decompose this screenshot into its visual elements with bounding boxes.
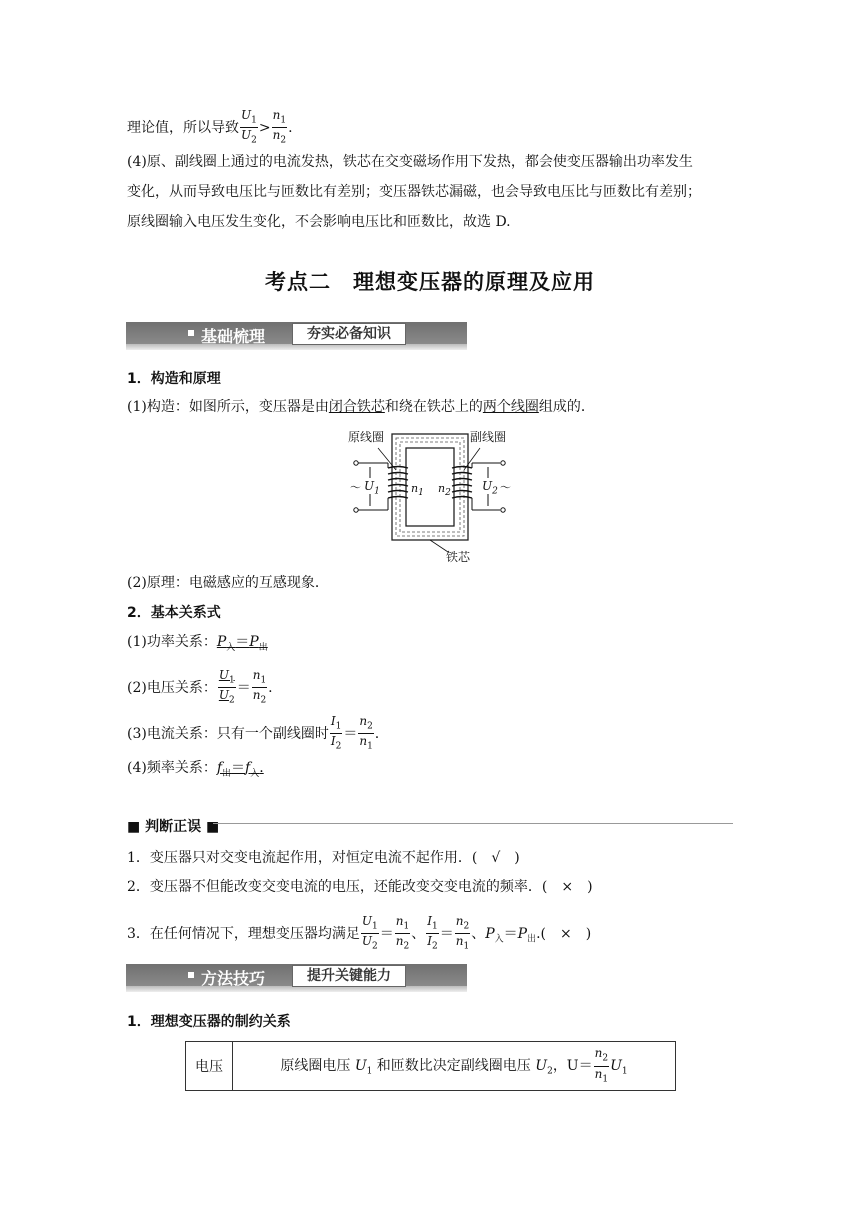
subscript: 入 — [250, 768, 260, 779]
text-segment: .( × ) — [536, 925, 592, 942]
text-segment: (3)电流关系：只有一个副线圈时 — [127, 725, 329, 742]
variable: U — [535, 1058, 548, 1074]
variable: U — [610, 1058, 622, 1074]
subscript: 入 — [226, 642, 236, 653]
text-segment: 和绕在铁芯上的 — [384, 399, 483, 415]
separator: 、 — [471, 925, 486, 942]
n2-label: $n_2$ — [438, 482, 451, 499]
variable: P — [517, 925, 528, 942]
banner-title: 方法技巧 — [201, 969, 266, 988]
judge-item: 2．变压器不但能改变交变电流的电压，还能改变交变电流的频率．( × ) — [127, 879, 593, 895]
square-bullet-icon — [188, 972, 194, 978]
judge-item: 1．变压器只对交变电流起作用，对恒定电流不起作用．( √ ) — [127, 850, 520, 866]
table-cell-content: 原线圈电压 $U_1$ 和匝数比决定副线圈电压 $U_2$，U＝ $\frac{n_2}{n_1}$ $U_1$ — [233, 1042, 676, 1091]
subheading: 1．理想变压器的制约关系 — [127, 1014, 291, 1030]
variable: U — [364, 479, 375, 493]
subscript: 出 — [527, 934, 537, 945]
variable: P — [216, 634, 227, 650]
subscript: 入 — [494, 934, 504, 945]
secondary-coil-label: 副线圈 — [470, 430, 507, 444]
primary-coil-label: 原线圈 — [348, 430, 385, 444]
fraction: $\frac{I_1}{I_2}$ — [330, 714, 342, 752]
banner-subtitle: 提升关键能力 — [292, 965, 406, 987]
variable: n — [272, 128, 281, 143]
text-segment: 组成的． — [538, 399, 595, 415]
text-segment: (2)电压关系： — [127, 679, 217, 696]
text-segment: (4)频率关系： — [127, 760, 217, 776]
section-banner — [126, 964, 467, 992]
judge-heading: ■ 判断正误 ■ — [127, 819, 220, 835]
separator: 、 — [411, 925, 426, 942]
text-line — [127, 632, 268, 658]
variable: f — [216, 760, 223, 776]
subscript: 出 — [258, 642, 268, 653]
u1-label: $U_1$ — [364, 479, 380, 497]
fraction: $\frac{U_1}{U_2}$ — [361, 914, 378, 952]
transformer-diagram — [348, 428, 518, 570]
square-bullet-icon — [188, 330, 194, 336]
ac-source-icon: ～ — [350, 481, 361, 494]
banner-subtitle: 夯实必备知识 — [292, 323, 406, 345]
judge-item: 3．在任何情况下，理想变压器均满足 $\frac{U_1}{U_2}$ ＝ $\frac{n_1}{n_2}$ 、 $\frac{I_1}{I_2}$ ＝ $\frac{n_2}{n_1}$ 、$P_入=P_出$.( × ) — [127, 914, 592, 952]
fraction: $\frac{n_1}{n_2}$ — [395, 914, 410, 952]
n1-label: $n_1$ — [411, 482, 424, 499]
operator: ＝ — [235, 634, 250, 650]
variable: U — [241, 128, 252, 143]
text-segment: 和匝数比决定副线圈电压 — [372, 1058, 536, 1074]
variable: U — [482, 479, 493, 493]
text-segment: (1)构造：如图所示，变压器是由 — [127, 399, 329, 415]
variable: n — [272, 108, 281, 122]
fraction: $\frac{n_2}{n_1}$ — [359, 714, 373, 752]
text-segment: 3．在任何情况下，理想变压器均满足 — [127, 925, 360, 942]
text-segment: ，U — [552, 1058, 579, 1074]
fraction: $\frac{U_1}{U_2}$ — [218, 668, 235, 706]
constraint-table — [185, 1041, 676, 1091]
text-segment: 理论值，所以导致 — [127, 119, 239, 136]
underlined-answer: 闭合铁芯 — [328, 399, 385, 415]
banner-title: 基础梳理 — [201, 327, 266, 346]
variable: n — [411, 482, 419, 495]
text-line: (2)电压关系： $\frac{U_1}{U_2}$ ＝ $\frac{n_1}{n_2}$ . — [127, 668, 273, 706]
table-row — [186, 1042, 676, 1091]
fraction: $\frac{n_1}{n_2}$ — [272, 108, 287, 146]
transformer-svg — [348, 428, 518, 570]
subheading: 2．基本关系式 — [127, 605, 221, 621]
fraction: $\frac{I_1}{I_2}$ — [427, 914, 438, 952]
variable: U — [354, 1058, 367, 1074]
u2-label: $U_2$ — [482, 479, 498, 497]
underlined-answer: $f_出=f_入$. — [216, 760, 264, 779]
text-line: 原线圈输入电压发生变化，不会影响电压比和匝数比，故选 D. — [127, 214, 511, 230]
text-line: 理论值，所以导致 $\frac{U_1}{U_2}$ > $\frac{n_1}{n_2}$ . — [127, 108, 293, 146]
variable: U — [241, 108, 252, 122]
subscript: 出 — [222, 768, 232, 779]
section-banner — [126, 322, 467, 350]
text-line: 变化，从而导致电压比与匝数比有差别；变压器铁芯漏磁，也会导致电压比与匝数比有差别； — [127, 184, 701, 200]
ac-output-icon: ～ — [500, 481, 511, 494]
text-line: (2)原理：电磁感应的互感现象． — [127, 575, 329, 591]
subheading: 1．构造和原理 — [127, 371, 221, 387]
fraction: $\frac{U_1}{U_2}$ — [241, 108, 257, 146]
divider — [213, 823, 733, 824]
section-title: 考点二 理想变压器的原理及应用 — [265, 269, 595, 294]
fraction: $\frac{n_2}{n_1}$ — [455, 914, 470, 952]
operator: ＝ — [578, 1058, 593, 1074]
text-segment: 原线圈电压 — [280, 1058, 355, 1074]
text-line: (3)电流关系：只有一个副线圈时 $\frac{I_1}{I_2}$ ＝ $\frac{n_2}{n_1}$ . — [127, 714, 380, 752]
variable: n — [438, 482, 446, 495]
core-label: 铁芯 — [446, 550, 471, 564]
underlined-answer: 两个线圈 — [482, 399, 539, 415]
fraction: $\frac{n_2}{n_1}$ — [594, 1046, 609, 1084]
fraction: $\frac{n_1}{n_2}$ — [252, 668, 267, 706]
text-line — [127, 397, 595, 417]
variable: f — [245, 760, 251, 776]
variable: P — [485, 925, 495, 942]
text-line — [127, 758, 264, 784]
text-line: (4)原、副线圈上通过的电流发热，铁芯在交变磁场作用下发热，都会使变压器输出功率发生 — [127, 154, 693, 170]
underlined-answer — [216, 634, 268, 653]
text-segment: (1)功率关系： — [127, 634, 217, 650]
judge-heading-text: 判断正误 — [145, 819, 202, 835]
table-cell-label: 电压 — [186, 1042, 233, 1091]
variable: P — [249, 634, 259, 650]
